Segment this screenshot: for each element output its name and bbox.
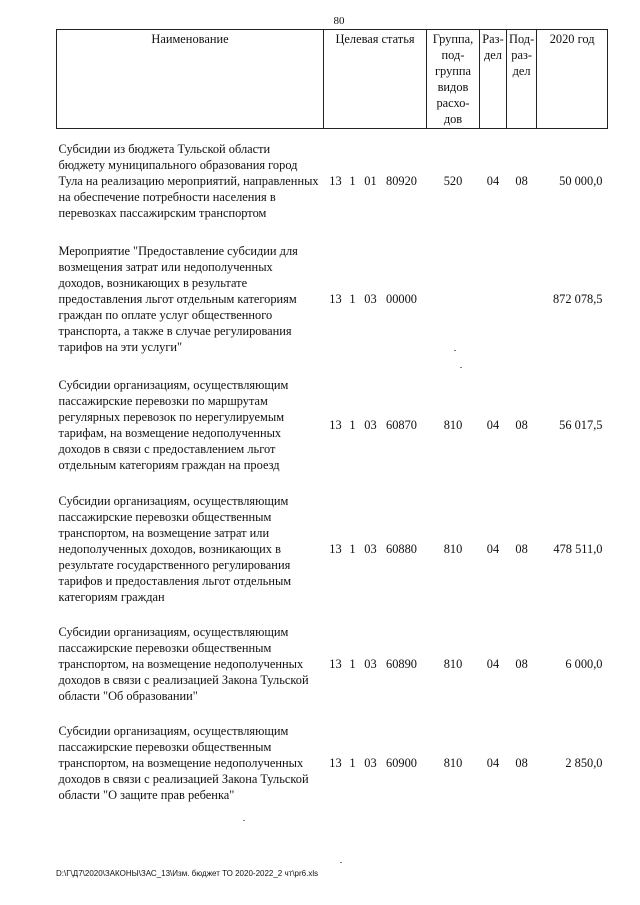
- row-razdel: 04: [486, 755, 500, 770]
- table-header-row: [57, 30, 608, 129]
- header-year: 2020 год: [537, 30, 608, 129]
- scan-speck: [454, 350, 456, 351]
- row-target-code: 13 1 03 60900: [329, 755, 417, 770]
- row-razdel: [480, 233, 507, 365]
- row-name: Субсидии из бюджета Тульской области бюджету муниципального образования город Тула на реализацию мероприятий, направленных на обеспечение потребности населения в перевозках пассажирским транспортом: [58, 142, 319, 220]
- row-podrazdel: 08: [515, 542, 528, 556]
- row-target-code: 13 1 03 60890: [329, 657, 417, 671]
- row-amount: 2 850,0: [565, 755, 603, 770]
- row-group: 520: [443, 174, 463, 188]
- row-group: 810: [443, 755, 463, 770]
- row-razdel: 04: [486, 542, 500, 556]
- scan-speck: [243, 820, 245, 821]
- row-podrazdel: [507, 233, 537, 365]
- row-amount: 50 000,0: [559, 174, 603, 188]
- table-row: [57, 715, 608, 810]
- row-podrazdel: 08: [515, 657, 528, 671]
- row-amount: 478 511,0: [553, 542, 603, 556]
- row-razdel: 04: [486, 174, 500, 188]
- scan-speck: [340, 862, 342, 863]
- header-target-article: Целевая статья: [324, 30, 427, 129]
- row-razdel: 04: [486, 418, 500, 432]
- file-path-footer: D:\Г\Д7\2020\ЗАКОНЫ\ЗАС_13\Изм. бюджет ТО 2020-2022_2 чт\pr6.xls: [56, 869, 319, 878]
- row-name: Субсидии организациям, осуществляющим пассажирские перевозки по маршрутам регулярных перевозок по нерегулируемым тарифам, на возмещение недополученных доходов в связи с предоставлением льгот отдельным категориям граждан на проезд: [58, 378, 289, 472]
- row-group: 810: [443, 542, 463, 556]
- header-razdel: Раз- дел: [480, 30, 507, 129]
- row-name: Мероприятие "Предоставление субсидии для возмещения затрат или недополученных доходов, возникающих в результате предоставления льгот отдельным категориям граждан по оплате услуг общественного транспорта, а также в случае регулирования тарифов на эти услуги": [58, 244, 298, 354]
- row-target-code: 13 1 03 00000: [329, 292, 417, 306]
- header-podrazdel: Под- раз- дел: [507, 30, 537, 129]
- row-podrazdel: 08: [515, 418, 528, 432]
- table-row: [57, 485, 608, 613]
- row-amount: 872 078,5: [552, 292, 603, 306]
- row-razdel: 04: [486, 657, 500, 671]
- row-group: 810: [443, 418, 463, 432]
- row-podrazdel: 08: [515, 755, 528, 770]
- row-group: 810: [443, 657, 463, 671]
- table-row: [57, 613, 608, 715]
- table-row: [57, 365, 608, 485]
- row-target-code: 13 1 03 60870: [329, 418, 417, 432]
- row-target-code: 13 1 01 80920: [329, 174, 417, 188]
- table-row: [57, 233, 608, 365]
- page-number: 80: [333, 15, 345, 27]
- row-amount: 6 000,0: [565, 657, 603, 671]
- row-name: Субсидии организациям, осуществляющим пассажирские перевозки общественным транспортом, на возмещение недополученных доходов в связи с реализацией Закона Тульской области "О защите прав ребенка": [58, 723, 309, 802]
- row-name: Субсидии организациям, осуществляющим пассажирские перевозки общественным транспортом, на возмещение недополученных доходов в связи с реализацией Закона Тульской области "Об образовании": [58, 625, 309, 703]
- header-group: Группа, под- группа видов расхо- дов: [427, 30, 480, 129]
- header-name: Наименование: [57, 30, 324, 129]
- scan-speck: [460, 367, 462, 368]
- table-row: [57, 129, 608, 234]
- row-podrazdel: 08: [515, 174, 528, 188]
- row-amount: 56 017,5: [559, 418, 603, 432]
- row-group: [427, 233, 480, 365]
- row-name: Субсидии организациям, осуществляющим пассажирские перевозки общественным транспортом, на возмещение затрат или недополученных доходов, возникающих в результате государственного регулирования тарифов и предоставления льгот отдельным категориям граждан: [58, 494, 292, 604]
- budget-table: [56, 29, 608, 810]
- row-target-code: 13 1 03 60880: [329, 542, 417, 556]
